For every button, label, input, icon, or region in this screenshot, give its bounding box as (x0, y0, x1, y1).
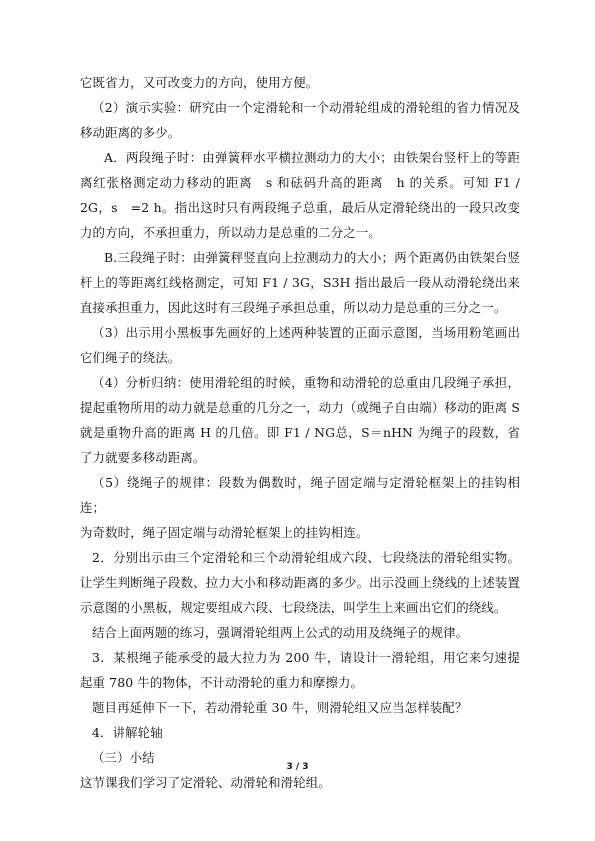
paragraph-6: （4）分析归纳：使用滑轮组的时候，重物和动滑轮的总重由几段绳子承担，提起重物所用的动力就是总重的几分之一，动力（或绳子自由端）移动的距离 S 就是重物升高的距离 H 的几倍。即 F1 / NG总，S＝nHN 为绳子的段数，省了力就要多移动距离。 (80, 375, 520, 465)
paragraph-5: （3）出示用小黑板事先画好的上述两种装置的正面示意图，当场用粉笔画出它们绳子的绕法。 (80, 325, 520, 365)
paragraph-7: （5）绕绳子的规律：段数为偶数时，绳子固定端与定滑轮框架上的挂钩相连； (80, 475, 520, 515)
paragraph-8: 为奇数时，绳子固定端与动滑轮框架上的挂钩相连。 (80, 525, 369, 540)
page-number: 3 / 3 (286, 762, 309, 772)
document-body (80, 70, 520, 795)
paragraph-11: 3．某根绳子能承受的最大拉力为 200 牛，请设计一滑轮组，用它来匀速提起重 780 牛的物体，不计动滑轮的重力和摩擦力。 (80, 650, 520, 690)
paragraph-4: B.三段绳子时：由弹簧秤竖直向上拉测动力的大小；两个距离仍由铁架台竖杆上的等距离红线格测定，可知 F1 / 3G，S3H 指出最后一段从动滑轮绕出来直接承担重力，因此这时有三段绳子承担总重，所以动力是总重的三分之一。 (80, 250, 520, 315)
paragraph-1: 它既省力，又可改变力的方向，使用方便。 (80, 75, 319, 90)
paragraph-9: 2．分别出示由三个定滑轮和三个动滑轮组成六段、七段绕法的滑轮组实物。让学生判断绳子段数、拉力大小和移动距离的多少。出示没画上绕线的上述装置示意图的小黑板，规定要组成六段、七段绕法，叫学生上来画出它们的绕线。 (80, 550, 520, 615)
paragraph-2: （2）演示实验：研究由一个定滑轮和一个动滑轮组成的滑轮组的省力情况及移动距离的多少。 (80, 100, 520, 140)
paragraph-13: 4．讲解轮轴 (92, 725, 163, 740)
paragraph-14: （三）小结 (92, 750, 155, 765)
paragraph-15: 这节课我们学习了定滑轮、动滑轮和滑轮组。 (80, 775, 331, 790)
paragraph-3: A．两段绳子时：由弹簧秤水平横拉测动力的大小；由铁架台竖杆上的等距离红张格测定动力移动的距离 s 和砝码升高的距离 h 的关系。可知 F1 / 2G，s =2 h。指出这时只有两段绳子总重，最后从定滑轮绕出的一段只改变力的方向，不承担重力，所以动力是总重的二分之一。 (80, 150, 520, 240)
paragraph-10: 结合上面两题的练习，强调滑轮组两上公式的动用及绕绳子的规律。 (92, 625, 469, 640)
paragraph-12: 题目再延伸下一下，若动滑轮重 30 牛，则滑轮组又应当怎样装配？ (92, 700, 468, 715)
